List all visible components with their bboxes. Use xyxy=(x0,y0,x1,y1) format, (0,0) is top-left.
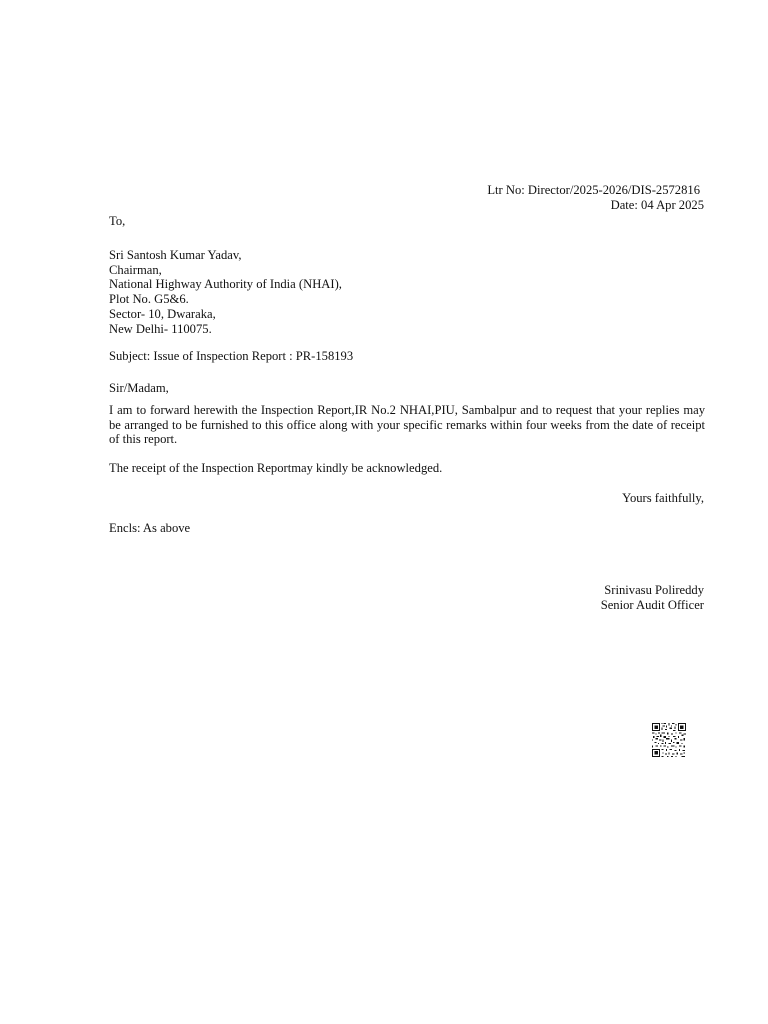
body-paragraph-1: I am to forward herewith the Inspection Report,IR No.2 NHAI,PIU, Sambalpur and to request that your replies may be arranged to be furnished to this office along with your specific remarks within four weeks from the date of receipt of this report. xyxy=(109,403,705,447)
recipient-city: New Delhi- 110075. xyxy=(109,322,212,336)
recipient-designation: Chairman, xyxy=(109,263,162,277)
signatory-name: Srinivasu Polireddy xyxy=(604,583,704,597)
qr-code-icon xyxy=(652,723,686,757)
signatory-title: Senior Audit Officer xyxy=(600,598,704,612)
letter-number: Ltr No: Director/2025-2026/DIS-2572816 xyxy=(487,183,700,197)
subject-line: Subject: Issue of Inspection Report : PR-158193 xyxy=(109,349,354,363)
enclosure: Encls: As above xyxy=(109,521,191,535)
recipient-name: Sri Santosh Kumar Yadav, xyxy=(109,248,242,262)
recipient-organization: National Highway Authority of India (NHAI), xyxy=(109,277,342,291)
recipient-plot: Plot No. G5&6. xyxy=(109,292,189,306)
body-paragraph-2: The receipt of the Inspection Reportmay kindly be acknowledged. xyxy=(109,461,443,475)
recipient-sector: Sector- 10, Dwaraka, xyxy=(109,307,216,321)
to-label: To, xyxy=(109,214,126,228)
salutation: Sir/Madam, xyxy=(109,381,169,395)
closing: Yours faithfully, xyxy=(622,491,704,505)
letter-date: Date: 04 Apr 2025 xyxy=(610,198,704,212)
